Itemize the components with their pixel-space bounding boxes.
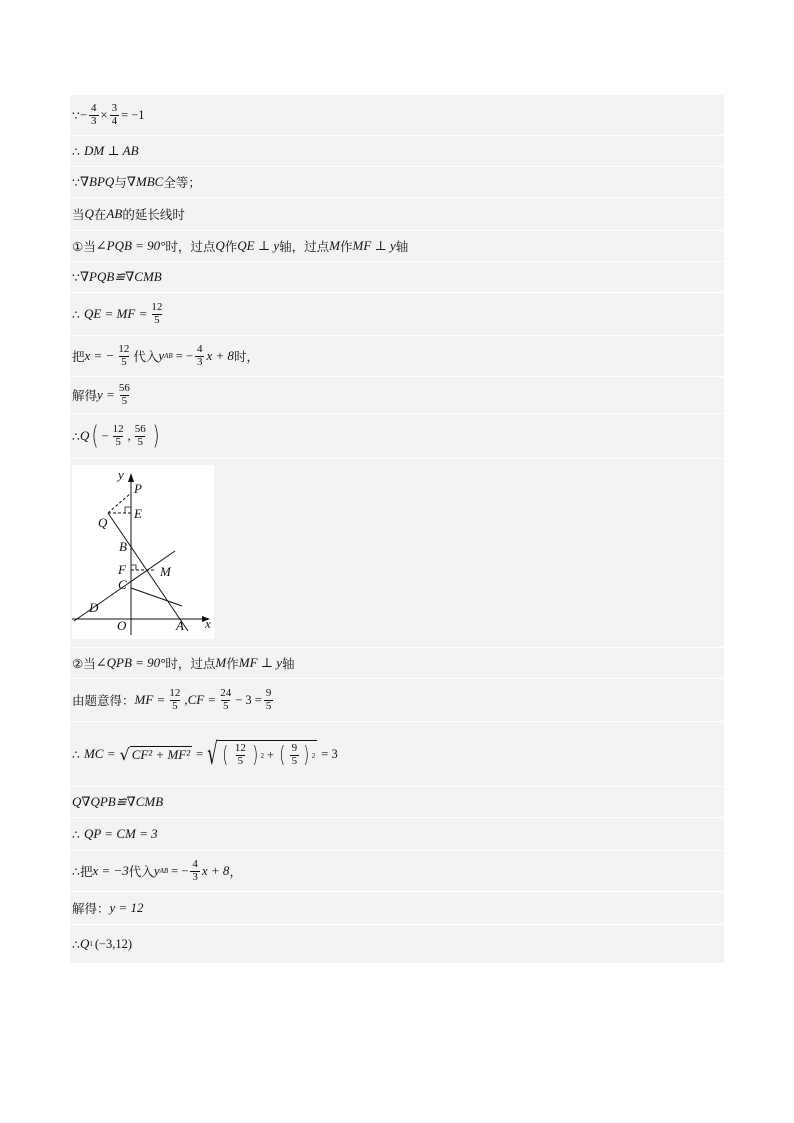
line-point-q [70, 414, 724, 459]
fraction-12-5 [116, 344, 131, 368]
point-q: Q [79, 936, 90, 951]
line-case-1 [70, 231, 724, 262]
text: 作 [339, 239, 353, 254]
numerator: 3 [111, 101, 118, 114]
fraction-56-5 [117, 383, 132, 407]
text: 轴 [282, 656, 295, 671]
denominator: 5 [172, 699, 178, 712]
numerator: 24 [220, 686, 232, 699]
line-mf-cf-values [70, 679, 724, 722]
mf-perp-y: MF ⊥ y [238, 655, 283, 670]
point-m: M [329, 238, 340, 253]
fraction-4-3 [195, 344, 205, 368]
math-expression: ∇PQB≌∇CMB [79, 269, 162, 284]
equals-minus: = − [175, 348, 193, 363]
times-sign: × [100, 107, 108, 122]
line-solve-y [70, 377, 724, 414]
line-congruence-qpb-cmb [70, 787, 724, 818]
math-expression: = 3 [321, 746, 338, 761]
equals-sign: = [196, 746, 204, 761]
line-product-slopes [70, 95, 724, 136]
numerator: 56 [118, 381, 130, 394]
fraction-12-5 [111, 424, 126, 448]
math-expression: MC = [83, 746, 116, 761]
line-substitute-x-neg3 [70, 851, 724, 892]
text: 的延长线时 [122, 207, 185, 222]
line-congruence-pqb-cmb [70, 262, 724, 293]
fraction-9-5 [264, 688, 274, 712]
numerator: 4 [192, 857, 198, 870]
segment-cm [131, 588, 182, 606]
math-expression: QE = MF = [83, 306, 148, 321]
denominator: 5 [291, 755, 298, 767]
numerator: 9 [265, 686, 272, 699]
fraction-4-3 [89, 103, 99, 127]
minus-sign: − [79, 107, 88, 122]
because-symbol: ∵ [72, 107, 80, 123]
mf-perp-y: MF ⊥ y [352, 238, 396, 253]
fraction-12-5 [233, 743, 248, 767]
math-expression: x + 8 [201, 863, 230, 878]
text: 代入 [128, 864, 154, 879]
line-case-heading [70, 198, 724, 231]
left-paren: ( [91, 421, 99, 451]
point-m: M [215, 655, 227, 670]
numerator: 56 [134, 422, 146, 435]
line-congruent-triangles [70, 167, 724, 198]
geometry-figure [72, 465, 214, 639]
line-substitute-x [70, 336, 724, 377]
therefore-symbol: ∴ [72, 306, 80, 322]
numerator: 12 [118, 342, 130, 355]
fraction-9-5 [290, 743, 300, 767]
label-e: E [134, 506, 142, 521]
angle-qpb: ∠QPB = 90° [95, 655, 166, 670]
sqrt-fractions: √ ( $\frac{12}{5}$ ) 2 + ( $\frac{9}{5}$ ) 2 [207, 736, 316, 772]
therefore-symbol: ∴ [72, 826, 80, 842]
label-p: P [134, 481, 142, 496]
qe-perp-y: QE ⊥ y [237, 238, 280, 253]
label-c: C [118, 577, 127, 592]
denominator: 5 [115, 435, 121, 448]
line-qp-equals-cm [70, 818, 724, 851]
numerator: 12 [169, 686, 181, 699]
fraction-4-3 [190, 859, 200, 883]
text: 时， [233, 349, 259, 364]
math-expression: − 3 = [235, 692, 262, 707]
radicand: CF² + MF² [131, 746, 191, 762]
point-q: Q [84, 206, 94, 221]
label-y: y [118, 467, 124, 482]
text: 在 [93, 207, 107, 222]
point-q: Q [215, 238, 225, 253]
therefore-symbol: ∴ [72, 863, 80, 879]
sqrt-cf-mf: √ CF² + MF² [119, 744, 191, 764]
y-variable: y [153, 863, 160, 878]
math-expression: y = 12 [109, 900, 144, 915]
coordinates: (−3,12) [94, 936, 133, 951]
radicand: ( $\frac{12}{5}$ ) 2 + ( $\frac{9}{5}$ ) 2 [218, 740, 317, 767]
denominator: 5 [121, 355, 127, 368]
angle-pqb: ∠PQB = 90° [95, 238, 166, 253]
text: 轴 [395, 239, 409, 254]
label-a: A [176, 618, 184, 633]
label-x: x [205, 616, 211, 631]
denominator: 3 [192, 870, 198, 883]
denominator: 5 [237, 755, 244, 767]
line-qe-equals-mf [70, 293, 724, 336]
triangle-bpq: ∇BPQ [79, 174, 115, 189]
label-m: M [160, 564, 171, 579]
denominator: 5 [137, 435, 143, 448]
text: 时，过点 [165, 239, 216, 254]
numerator: 4 [196, 342, 203, 355]
text: 与 [114, 175, 127, 190]
math-expression: y = [97, 387, 115, 402]
numerator: 12 [234, 742, 246, 755]
fraction-3-4 [110, 103, 120, 127]
math-expression: x = −3 [92, 863, 129, 878]
text: 当 [72, 207, 85, 222]
right-angle-e [125, 507, 131, 513]
text: 由题意得： [72, 693, 135, 708]
math-expression: ,CF = [184, 692, 217, 707]
text: 把 [79, 864, 93, 879]
therefore-symbol: ∴ [72, 428, 80, 444]
denominator: 4 [111, 114, 118, 127]
line-solve-y-12 [70, 892, 724, 925]
text: 作 [224, 239, 238, 254]
segment-qp-dashed [108, 493, 131, 513]
subscript-ab: AB [164, 352, 173, 360]
math-expression: x + 8 [206, 348, 234, 363]
denominator: 3 [196, 355, 203, 368]
fraction-56-5 [133, 424, 148, 448]
math-expression: x = − [84, 348, 115, 363]
exponent: 2 [311, 751, 316, 760]
right-angle-f [131, 565, 136, 570]
line-figure [70, 459, 724, 648]
line-dm-perp-ab [70, 136, 724, 167]
text: 把 [72, 349, 85, 364]
fraction-12-5 [149, 302, 164, 326]
equals-neg-one: = −1 [121, 107, 145, 122]
solution-block [70, 95, 724, 963]
text: 解得 [72, 388, 98, 403]
segment-ab: AB [106, 206, 123, 221]
comma: , [127, 428, 131, 443]
coordinate-diagram [72, 465, 214, 639]
math-expression: MF = [134, 692, 166, 707]
therefore-symbol: ∴ [72, 143, 80, 159]
point-q: Q [79, 428, 90, 443]
numerator: 9 [291, 742, 298, 755]
line-point-q1 [70, 925, 724, 963]
y-variable: y [158, 348, 165, 363]
text: 轴，过点 [279, 239, 330, 254]
minus-sign: − [101, 428, 109, 443]
denominator: 5 [154, 313, 160, 326]
therefore-symbol: ∴ [72, 746, 80, 762]
math-expression: QP = CM = 3 [83, 826, 158, 841]
line-case-2 [70, 648, 724, 679]
text: 时，过点 [165, 656, 216, 671]
numerator: 12 [112, 422, 124, 435]
text: 代入 [133, 349, 159, 364]
text: 全等； [163, 175, 201, 190]
denominator: 3 [91, 114, 97, 127]
fraction-12-5 [167, 688, 182, 712]
case-number-2: ② [72, 655, 84, 671]
line-mc-sqrt [70, 722, 724, 787]
exponent: 2 [260, 751, 265, 760]
plus-sign: + [267, 748, 275, 762]
because-symbol: ∵ [72, 269, 80, 285]
right-paren: ) [152, 421, 160, 451]
case-number-1: ① [72, 238, 84, 254]
text: ， [229, 864, 242, 879]
therefore-symbol: ∴ [72, 936, 80, 952]
label-b: B [119, 539, 127, 554]
label-o: O [117, 618, 127, 633]
text: 当 [83, 239, 96, 254]
equals-minus: = − [171, 863, 189, 878]
subscript-ab: AB [159, 867, 169, 875]
label-f: F [118, 562, 126, 577]
text: 当 [83, 656, 96, 671]
denominator: 5 [222, 699, 229, 712]
numerator: 12 [151, 300, 163, 313]
numerator: 4 [91, 101, 97, 114]
because-symbol: ∵ [72, 174, 80, 190]
math-expression: Q∇QPB≌∇CMB [72, 794, 164, 809]
text: 作 [226, 656, 239, 671]
denominator: 5 [265, 699, 272, 712]
subscript-1: 1 [89, 940, 93, 948]
label-q: Q [98, 515, 108, 530]
triangle-mbc: ∇MBC [126, 174, 164, 189]
label-d: D [89, 600, 99, 615]
math-expression: DM ⊥ AB [83, 143, 139, 158]
text: 解得： [72, 901, 110, 916]
fraction-24-5 [218, 688, 233, 712]
denominator: 5 [121, 394, 128, 407]
